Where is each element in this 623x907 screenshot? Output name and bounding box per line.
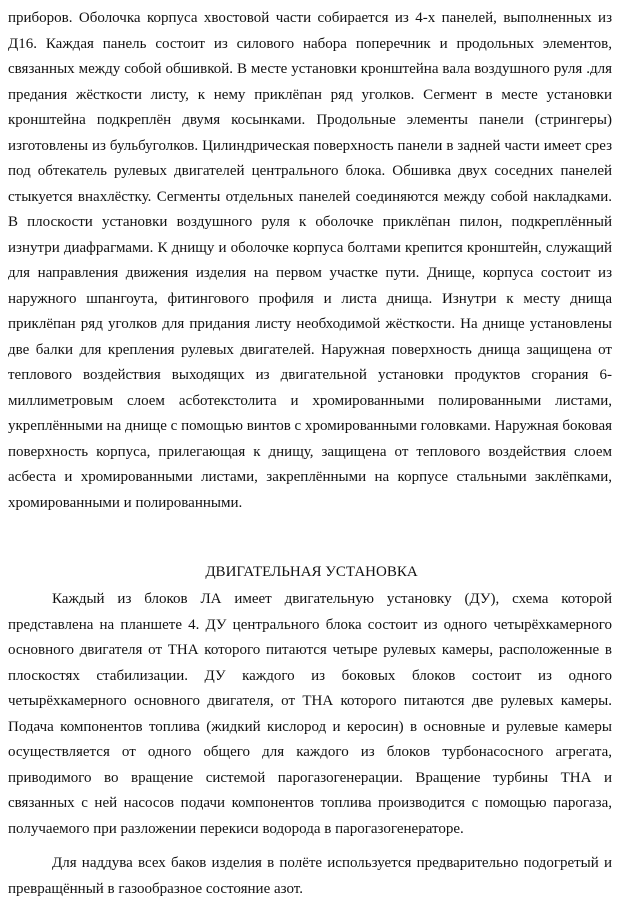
section-heading: ДВИГАТЕЛЬНАЯ УСТАНОВКА [205, 564, 418, 580]
paragraph-propulsion-description: Каждый из блоков ЛА имеет двигательную установку (ДУ), схема которой представлена на планшете 4. ДУ центрального блока состоит из одного четырёхкамерного основного двигателя от ТНА которого питаются четыре рулевых камеры, расположенные в плоскостях стабилизации. ДУ каждого из боковых блоков состоит из одного четырёхкамерного основного двигателя, от ТНА которого питаются две рулевых камеры. Подача компонентов топлива (жидкий кислород и керосин) в основные и рулевые камеры осуществляется от одного общего для каждого из блоков турбонасосного агрегата, приводимого во вращение системой парогазогенерации. Вращение турбины ТНА и связанных с ней насосов подачи компонентов топлива производится с помощью парогаза, получаемого при разложении перекиси водорода в парогазогенераторе. [8, 591, 612, 837]
paragraph-hull-description: приборов. Оболочка корпуса хвостовой части собирается из 4-х панелей, выполненных из Д16. Каждая панель состоит из силового набора поперечник и продольных элементов, связанных между собой обшивкой. В месте установки кронштейна вала воздушного руля .для предания жёсткости листу, к нему приклёпан ряд уголков. Сегмент в месте установки кронштейна подкреплён двумя косынками. Продольные элементы панели (стрингеры) изготовлены из бульбуголков. Цилиндрическая поверхность панели в задней части имеет срез под обтекатель рулевых двигателей центрального блока. Обшивка двух соседних панелей стыкуется внахлёстку. Сегменты отдельных панелей соединяются между собой накладками. В плоскости установки воздушного руля к оболочке приклёпан пилон, подкреплённый изнутри диафрагмами. К днищу и оболочке корпуса болтами крепится кронштейн, служащий для направления движения изделия на первом участке пути. Днище, корпуса состоит из наружного шпангоута, фитингового профиля и листа днища. Изнутри к месту днища приклёпан ряд уголков для придания листу необходимой жёсткости. На днище установлены две балки для крепления рулевых двигателей. Наружная поверхность днища защищена от теплового воздействия выходящих из двигательной установки продуктов сгорания 6-миллиметровым слоем асботекстолита и хромированными полированными листами, укреплёнными на днище с помощью винтов с хромированными головками. Наружная боковая поверхность корпуса, прилегающая к днищу, защищена от теплового воздействия слоем асбеста и хромированными листами, закреплёнными на корпусе стальными заклёпками, хромированными и полированными. [8, 10, 612, 511]
paragraph-tank-pressurization: Для наддува всех баков изделия в полёте используется предварительно подогретый и превращённый в газообразное состояние азот. [8, 855, 612, 897]
